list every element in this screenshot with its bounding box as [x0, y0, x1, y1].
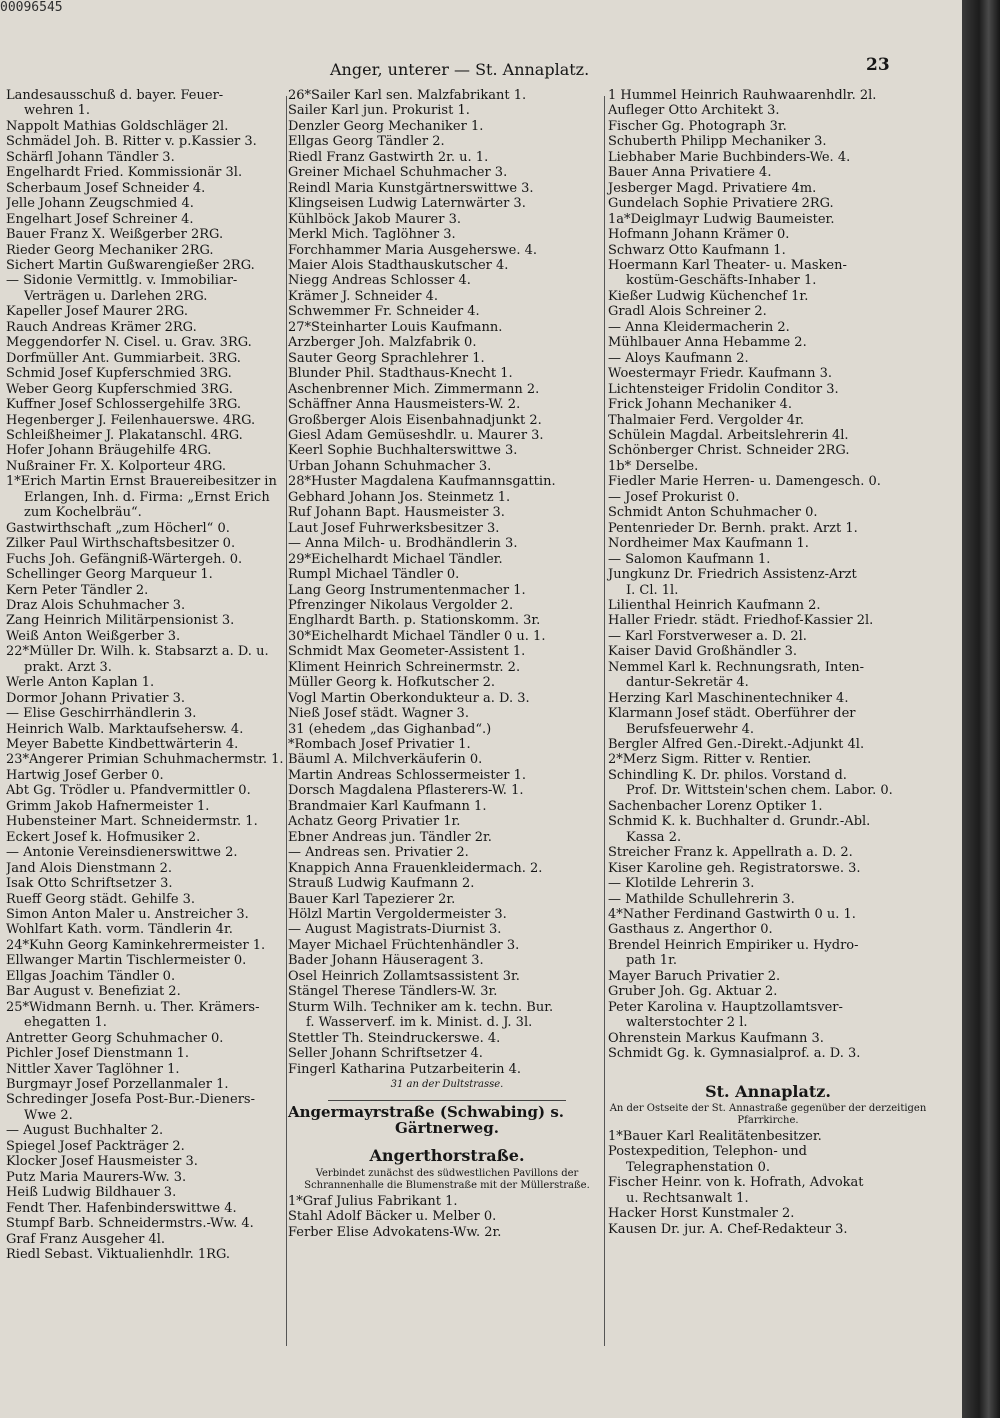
- directory-entry: ehegatten 1.: [24, 1015, 107, 1031]
- directory-entry: Frick Johann Mechaniker 4.: [608, 397, 792, 413]
- directory-entry: Laut Josef Fuhrwerksbesitzer 3.: [288, 520, 500, 536]
- column-right: [608, 88, 928, 1237]
- directory-entry: Gundelach Sophie Privatiere 2RG.: [608, 196, 834, 212]
- directory-entry: Grimm Jakob Hafnermeister 1.: [6, 798, 210, 814]
- directory-entry: 31 (ehedem „das Gighanbad“.): [288, 721, 492, 737]
- directory-entry: Krämer J. Schneider 4.: [288, 288, 439, 304]
- directory-entry: dantur-Sekretär 4.: [626, 675, 749, 691]
- directory-entry: Kiser Karoline geh. Registratorswe. 3.: [608, 860, 861, 876]
- directory-entry: Schmid Josef Kupferschmied 3RG.: [6, 366, 232, 382]
- directory-entry: Gebhard Johann Jos. Steinmetz 1.: [288, 489, 511, 505]
- directory-entry: Knappich Anna Frauenkleidermach. 2.: [288, 860, 543, 876]
- directory-entry: Osel Heinrich Zollamtsassistent 3r.: [288, 968, 520, 984]
- directory-entry: Sachenbacher Lorenz Optiker 1.: [608, 798, 823, 814]
- directory-entry: Fuchs Joh. Gefängniß-Wärtergeh. 0.: [6, 551, 243, 567]
- directory-entry: Bauer Karl Tapezierer 2r.: [288, 891, 456, 907]
- directory-entry: Burgmayr Josef Porzellanmaler 1.: [6, 1077, 229, 1092]
- directory-entry: 29*Eichelhardt Michael Tändler.: [288, 551, 503, 567]
- directory-entry: Erlangen, Inh. d. Firma: „Ernst Erich: [24, 489, 270, 505]
- directory-entry: Achatz Georg Privatier 1r.: [288, 814, 461, 830]
- directory-entry: Mayer Michael Früchtenhändler 3.: [288, 937, 520, 953]
- directory-entry: Hofer Johann Bräugehilfe 4RG.: [6, 443, 212, 459]
- directory-entry: Pfrenzinger Nikolaus Vergolder 2.: [288, 597, 514, 613]
- directory-entry: Werle Anton Kaplan 1.: [6, 675, 155, 691]
- directory-entry: Eckert Josef k. Hofmusiker 2.: [6, 829, 201, 845]
- directory-entry: Reindl Maria Kunstgärtnerswittwe 3.: [288, 180, 534, 196]
- directory-entry: Kühlböck Jakob Maurer 3.: [288, 211, 461, 227]
- directory-entry: Weber Georg Kupferschmied 3RG.: [6, 381, 233, 397]
- directory-entry: Aschenbrenner Mich. Zimmermann 2.: [288, 381, 540, 397]
- directory-entry: — Salomon Kaufmann 1.: [608, 551, 771, 567]
- directory-entry: Pentenrieder Dr. Bernh. prakt. Arzt 1.: [608, 520, 858, 536]
- directory-entry: Gradl Alois Schreiner 2.: [608, 304, 767, 320]
- directory-entry: Ellgas Joachim Tändler 0.: [6, 968, 176, 984]
- directory-entry: Schmidt Anton Schuhmacher 0.: [608, 505, 818, 521]
- directory-entry: 1*Bauer Karl Realitätenbesitzer.: [608, 1129, 822, 1144]
- directory-entry: Kassa 2.: [626, 829, 682, 845]
- directory-entry: I. Cl. 1l.: [626, 582, 679, 598]
- directory-entry: Lichtensteiger Fridolin Conditor 3.: [608, 381, 839, 397]
- directory-entry: Merkl Mich. Taglöhner 3.: [288, 227, 456, 243]
- street-angerthor-note: Verbindet zunächst des südwestlichen Pavillons der Schrannenhalle die Blumenstraße mit der Müllerstraße.: [304, 1167, 590, 1191]
- directory-entry: Riedl Sebast. Viktualienhdlr. 1RG.: [6, 1246, 231, 1262]
- directory-entry: Vogl Martin Oberkondukteur a. D. 3.: [288, 690, 530, 706]
- directory-entry: Nordheimer Max Kaufmann 1.: [608, 536, 809, 552]
- directory-entry: Greiner Michael Schuhmacher 3.: [288, 165, 508, 181]
- directory-entry: Schellinger Georg Marqueur 1.: [6, 567, 213, 583]
- directory-entry: Jesberger Magd. Privatiere 4m.: [608, 180, 817, 196]
- directory-entry: Heiß Ludwig Bildhauer 3.: [6, 1185, 177, 1201]
- directory-entry: Sailer Karl jun. Prokurist 1.: [288, 103, 470, 119]
- directory-entry: Gruber Joh. Gg. Aktuar 2.: [608, 984, 778, 1000]
- directory-entry: — Klotilde Lehrerin 3.: [608, 876, 755, 892]
- directory-entry: Hacker Horst Kunstmaler 2.: [608, 1206, 795, 1222]
- directory-entry: — Antonie Vereinsdienerswittwe 2.: [6, 845, 238, 861]
- directory-entry: Rieder Georg Mechaniker 2RG.: [6, 242, 214, 258]
- directory-entry: Simon Anton Maler u. Anstreicher 3.: [6, 907, 249, 923]
- directory-entry: Schredinger Josefa Post-Bur.-Dieners-: [6, 1092, 255, 1108]
- directory-entry: Prof. Dr. Wittstein'schen chem. Labor. 0.: [626, 783, 893, 799]
- directory-entry: — Karl Forstverweser a. D. 2l.: [608, 628, 807, 644]
- directory-entry: Nemmel Karl k. Rechnungsrath, Inten-: [608, 659, 865, 675]
- directory-entry: Engelhardt Fried. Kommissionär 3l.: [6, 165, 243, 181]
- directory-entry: path 1r.: [626, 953, 677, 969]
- directory-entry: Pichler Josef Dienstmann 1.: [6, 1046, 190, 1062]
- directory-entry: Hoermann Karl Theater- u. Masken-: [608, 257, 847, 273]
- directory-entry: Blunder Phil. Stadthaus-Knecht 1.: [288, 366, 513, 382]
- column-middle: [288, 88, 606, 1240]
- page-number: 23: [866, 55, 890, 75]
- directory-entry: Weiß Anton Weißgerber 3.: [6, 628, 181, 644]
- directory-entry: — August Buchhalter 2.: [6, 1123, 164, 1139]
- directory-entry: Bar August v. Benefiziat 2.: [6, 984, 181, 1000]
- directory-entry: 1 Hummel Heinrich Rauhwaarenhdlr. 2l.: [608, 88, 877, 103]
- directory-entry: Jelle Johann Zeugschmied 4.: [6, 196, 194, 212]
- directory-entry: Ellgas Georg Tändler 2.: [288, 134, 445, 150]
- directory-entry: Heinrich Walb. Marktaufsehersw. 4.: [6, 721, 244, 737]
- directory-entry: Arzberger Joh. Malzfabrik 0.: [288, 335, 477, 351]
- directory-entry: Denzler Georg Mechaniker 1.: [288, 118, 484, 134]
- directory-entry: 1b* Derselbe.: [608, 458, 699, 474]
- directory-entry: Hölzl Martin Vergoldermeister 3.: [288, 907, 507, 923]
- directory-entry: 26*Sailer Karl sen. Malzfabrikant 1.: [288, 88, 527, 103]
- street-angerthor-title: Angerthorstraße.: [369, 1146, 525, 1166]
- directory-entry: Großberger Alois Eisenbahnadjunkt 2.: [288, 412, 542, 428]
- directory-entry: — Andreas sen. Privatier 2.: [288, 845, 469, 861]
- directory-entry: Kießer Ludwig Küchenchef 1r.: [608, 288, 809, 304]
- directory-entry: Haller Friedr. städt. Friedhof-Kassier 2l.: [608, 613, 874, 629]
- book-page-edge: [962, 0, 1000, 1418]
- street-annaplatz-title: St. Annaplatz.: [705, 1081, 831, 1101]
- directory-entry: Bader Johann Häuseragent 3.: [288, 953, 484, 969]
- directory-entry: Schmidt Gg. k. Gymnasialprof. a. D. 3.: [608, 1046, 861, 1062]
- directory-entry: Hubensteiner Mart. Schneidermstr. 1.: [6, 814, 258, 830]
- directory-entry: Stahl Adolf Bäcker u. Melber 0.: [288, 1209, 497, 1225]
- directory-entry: Nittler Xaver Taglöhner 1.: [6, 1061, 180, 1077]
- directory-entry: 30*Eichelhardt Michael Tändler 0 u. 1.: [288, 628, 546, 644]
- directory-entry: Mayer Baruch Privatier 2.: [608, 968, 781, 984]
- directory-entry: Nieß Josef städt. Wagner 3.: [288, 706, 469, 722]
- directory-entry: Schmidt Max Geometer-Assistent 1.: [288, 644, 526, 660]
- directory-entry: Draz Alois Schuhmacher 3.: [6, 597, 186, 613]
- directory-entry: — Mathilde Schullehrerin 3.: [608, 891, 795, 907]
- directory-entry: Telegraphenstation 0.: [626, 1159, 771, 1175]
- directory-entry: Dorfmüller Ant. Gummiarbeit. 3RG.: [6, 350, 241, 366]
- directory-entry: Sauter Georg Sprachlehrer 1.: [288, 350, 485, 366]
- directory-entry: Lang Georg Instrumentenmacher 1.: [288, 582, 526, 598]
- directory-entry: Brandmaier Karl Kaufmann 1.: [288, 798, 487, 814]
- directory-entry: Antretter Georg Schuhmacher 0.: [6, 1030, 224, 1046]
- directory-entry: 22*Müller Dr. Wilh. k. Stabsarzt a. D. u.: [6, 644, 269, 660]
- directory-entry: Seller Johann Schriftsetzer 4.: [288, 1046, 483, 1062]
- directory-entry: Postexpedition, Telephon- und: [608, 1144, 807, 1160]
- directory-entry: Wohlfart Kath. vorm. Tändlerin 4r.: [6, 922, 233, 938]
- directory-entry: Rueff Georg städt. Gehilfe 3.: [6, 891, 196, 907]
- directory-entry: — Elise Geschirrhändlerin 3.: [6, 706, 197, 722]
- directory-entry: Forchhammer Maria Ausgeherswe. 4.: [288, 242, 538, 258]
- directory-entry: Zilker Paul Wirthschaftsbesitzer 0.: [6, 536, 236, 552]
- directory-entry: Zang Heinrich Militärpensionist 3.: [6, 613, 235, 629]
- directory-entry: Schmädel Joh. B. Ritter v. p.Kassier 3.: [6, 134, 257, 150]
- directory-entry: Schwemmer Fr. Schneider 4.: [288, 304, 480, 320]
- directory-entry: Kaiser David Großhändler 3.: [608, 644, 797, 660]
- directory-entry: Woestermayr Friedr. Kaufmann 3.: [608, 366, 833, 382]
- directory-entry: Jand Alois Dienstmann 2.: [6, 860, 173, 876]
- directory-entry: 4*Nather Ferdinand Gastwirth 0 u. 1.: [608, 907, 856, 923]
- directory-entry: prakt. Arzt 3.: [24, 659, 112, 675]
- directory-entry: Bäuml A. Milchverkäuferin 0.: [288, 752, 483, 768]
- directory-entry: Sturm Wilh. Techniker am k. techn. Bur.: [288, 999, 554, 1015]
- directory-entry: Kapeller Josef Maurer 2RG.: [6, 304, 188, 320]
- directory-entry: wehren 1.: [24, 103, 91, 119]
- directory-entry: 1*Erich Martin Ernst Brauereibesitzer in: [6, 474, 277, 490]
- directory-entry: Verträgen u. Darlehen 2RG.: [24, 288, 208, 304]
- directory-entry: Englhardt Barth. p. Stationskomm. 3r.: [288, 613, 541, 629]
- directory-entry: Wwe 2.: [24, 1107, 73, 1123]
- directory-entry: — Sidonie Vermittlg. v. Immobiliar-: [6, 273, 238, 289]
- directory-entry: Schülein Magdal. Arbeitslehrerin 4l.: [608, 427, 849, 443]
- directory-entry: Stängel Therese Tändlers-W. 3r.: [288, 984, 498, 1000]
- directory-entry: Berufsfeuerwehr 4.: [626, 721, 755, 737]
- directory-entry: 23*Angerer Primian Schuhmachermstr. 1.: [6, 752, 284, 768]
- street-angermayr-ref: Gärtnerweg.: [395, 1118, 499, 1137]
- directory-entry: Ellwanger Martin Tischlermeister 0.: [6, 953, 247, 969]
- directory-entry: Gasthaus z. Angerthor 0.: [608, 922, 773, 938]
- directory-entry: Jungkunz Dr. Friedrich Assistenz-Arzt: [608, 567, 857, 583]
- directory-entry: Putz Maria Maurers-Ww. 3.: [6, 1169, 187, 1185]
- street-annaplatz-note: An der Ostseite der St. Annastraße gegenüber der derzeitigen Pfarrkirche.: [609, 1103, 927, 1126]
- directory-entry: — Aloys Kaufmann 2.: [608, 350, 749, 366]
- directory-entry: Stettler Th. Steindruckerswe. 4.: [288, 1030, 501, 1046]
- directory-entry: Hartwig Josef Gerber 0.: [6, 767, 164, 783]
- directory-entry: Schleißheimer J. Plakatanschl. 4RG.: [6, 427, 243, 443]
- directory-entry: Brendel Heinrich Empiriker u. Hydro-: [608, 937, 859, 953]
- directory-entry: Ebner Andreas jun. Tändler 2r.: [288, 829, 492, 845]
- directory-entry: Dorsch Magdalena Pflasterers-W. 1.: [288, 783, 524, 799]
- directory-entry: Klingseisen Ludwig Laternwärter 3.: [288, 196, 526, 212]
- directory-entry: Meyer Babette Kindbettwärterin 4.: [6, 737, 239, 753]
- section-divider: [328, 1100, 566, 1101]
- directory-entry: Maier Alois Stadthauskutscher 4.: [288, 257, 509, 273]
- footnote: 31 an der Dultstrasse.: [390, 1079, 504, 1090]
- directory-entry: Müller Georg k. Hofkutscher 2.: [288, 675, 495, 691]
- directory-entry: Mühlbauer Anna Hebamme 2.: [608, 335, 807, 351]
- directory-entry: *Rombach Josef Privatier 1.: [288, 737, 471, 753]
- directory-entry: Meggendorfer N. Cisel. u. Grav. 3RG.: [6, 335, 252, 351]
- directory-entry: Gastwirthschaft „zum Höcherl“ 0.: [6, 520, 230, 536]
- directory-entry: — Josef Prokurist 0.: [608, 489, 740, 505]
- directory-entry: Stumpf Barb. Schneidermstrs.-Ww. 4.: [6, 1216, 254, 1232]
- directory-entry: Isak Otto Schriftsetzer 3.: [6, 876, 173, 892]
- directory-entry: — Anna Milch- u. Brodhändlerin 3.: [288, 536, 518, 552]
- directory-entry: Ferber Elise Advokatens-Ww. 2r.: [288, 1224, 502, 1240]
- directory-entry: Schäffner Anna Hausmeisters-W. 2.: [288, 397, 521, 413]
- directory-entry: Riedl Franz Gastwirth 2r. u. 1.: [288, 149, 489, 165]
- directory-entry: Sichert Martin Gußwarengießer 2RG.: [6, 257, 255, 273]
- directory-entry: Schindling K. Dr. philos. Vorstand d.: [608, 767, 847, 783]
- directory-entry: 1*Graf Julius Fabrikant 1.: [288, 1193, 458, 1209]
- page-header: Anger, unterer — St. Annaplatz.: [330, 60, 590, 79]
- column-left: [6, 88, 288, 1418]
- directory-entry: Lilienthal Heinrich Kaufmann 2.: [608, 597, 821, 613]
- directory-entry: Ohrenstein Markus Kaufmann 3.: [608, 1030, 824, 1046]
- directory-entry: Urban Johann Schuhmacher 3.: [288, 458, 492, 474]
- directory-entry: Schärfl Johann Tändler 3.: [6, 149, 175, 165]
- directory-entry: Fendt Ther. Hafenbinderswittwe 4.: [6, 1200, 237, 1216]
- directory-entry: Fingerl Katharina Putzarbeiterin 4.: [288, 1061, 522, 1077]
- directory-entry: Engelhart Josef Schreiner 4.: [6, 211, 194, 227]
- directory-entry: Spiegel Josef Packträger 2.: [6, 1138, 185, 1154]
- directory-entry: Graf Franz Ausgeher 4l.: [6, 1231, 166, 1247]
- directory-entry: Landesausschuß d. bayer. Feuer-: [6, 88, 224, 103]
- directory-entry: Hofmann Johann Krämer 0.: [608, 227, 790, 243]
- directory-entry: Schmid K. k. Buchhalter d. Grundr.-Abl.: [608, 814, 871, 830]
- directory-entry: Nappolt Mathias Goldschläger 2l.: [6, 118, 229, 134]
- directory-entry: Kuffner Josef Schlossergehilfe 3RG.: [6, 397, 242, 413]
- directory-entry: 24*Kuhn Georg Kaminkehrermeister 1.: [6, 937, 266, 953]
- directory-entry: Aufleger Otto Architekt 3.: [608, 103, 780, 119]
- directory-entry: Rauch Andreas Krämer 2RG.: [6, 319, 197, 335]
- directory-entry: Thalmaier Ferd. Vergolder 4r.: [608, 412, 804, 428]
- directory-entry: Dormor Johann Privatier 3.: [6, 690, 186, 706]
- directory-entry: Abt Gg. Trödler u. Pfandvermittler 0.: [6, 783, 251, 799]
- directory-entry: Niegg Andreas Schlosser 4.: [288, 273, 471, 289]
- directory-entry: — Anna Kleidermacherin 2.: [608, 319, 790, 335]
- directory-entry: Keerl Sophie Buchhalterswittwe 3.: [288, 443, 518, 459]
- directory-entry: Schwarz Otto Kaufmann 1.: [608, 242, 786, 258]
- directory-entry: Fischer Gg. Photograph 3r.: [608, 118, 787, 134]
- directory-entry: Giesl Adam Gemüseshdlr. u. Maurer 3.: [288, 427, 544, 443]
- directory-entry: Schönberger Christ. Schneider 2RG.: [608, 443, 850, 459]
- directory-entry: — August Magistrats-Diurnist 3.: [288, 922, 502, 938]
- directory-entry: Klocker Josef Hausmeister 3.: [6, 1154, 198, 1170]
- directory-entry: Fiedler Marie Herren- u. Damengesch. 0.: [608, 474, 881, 490]
- scan-id: 00096545: [0, 0, 63, 15]
- directory-entry: Martin Andreas Schlossermeister 1.: [288, 767, 527, 783]
- directory-entry: 2*Merz Sigm. Ritter v. Rentier.: [608, 752, 812, 768]
- directory-entry: Strauß Ludwig Kaufmann 2.: [288, 876, 475, 892]
- directory-entry: Rumpl Michael Tändler 0.: [288, 567, 460, 583]
- directory-entry: 27*Steinharter Louis Kaufmann.: [288, 319, 503, 335]
- directory-entry: Kausen Dr. jur. A. Chef-Redakteur 3.: [608, 1221, 848, 1237]
- street-angermayr: Angermayrstraße (Schwabing) s.: [288, 1103, 565, 1122]
- directory-entry: Fischer Heinr. von k. Hofrath, Advokat: [608, 1175, 864, 1191]
- directory-entry: u. Rechtsanwalt 1.: [626, 1190, 749, 1206]
- directory-entry: kostüm-Geschäfts-Inhaber 1.: [626, 273, 817, 289]
- directory-entry: Hegenberger J. Feilenhauerswe. 4RG.: [6, 412, 256, 428]
- directory-entry: Kern Peter Tändler 2.: [6, 582, 149, 598]
- directory-entry: walterstochter 2 l.: [626, 1015, 748, 1031]
- directory-entry: Schuberth Philipp Mechaniker 3.: [608, 134, 827, 150]
- directory-entry: 28*Huster Magdalena Kaufmannsgattin.: [288, 474, 556, 490]
- directory-entry: Nußrainer Fr. X. Kolporteur 4RG.: [6, 458, 227, 474]
- directory-entry: Klarmann Josef städt. Oberführer der: [608, 706, 856, 722]
- directory-entry: Kliment Heinrich Schreinermstr. 2.: [288, 659, 521, 675]
- directory-entry: zum Kochelbräu“.: [24, 505, 142, 521]
- directory-entry: 25*Widmann Bernh. u. Ther. Krämers-: [6, 999, 260, 1015]
- directory-entry: Ruf Johann Bapt. Hausmeister 3.: [288, 505, 505, 521]
- directory-entry: Streicher Franz k. Appellrath a. D. 2.: [608, 845, 853, 861]
- directory-entry: Scherbaum Josef Schneider 4.: [6, 180, 206, 196]
- directory-entry: Liebhaber Marie Buchbinders-We. 4.: [608, 149, 851, 165]
- directory-entry: f. Wasserverf. im k. Minist. d. J. 3l.: [306, 1015, 533, 1031]
- directory-entry: Bauer Franz X. Weißgerber 2RG.: [6, 227, 224, 243]
- directory-entry: Herzing Karl Maschinentechniker 4.: [608, 690, 849, 706]
- directory-entry: 1a*Deiglmayr Ludwig Baumeister.: [608, 211, 835, 227]
- directory-entry: Bergler Alfred Gen.-Direkt.-Adjunkt 4l.: [608, 737, 865, 753]
- directory-entry: Bauer Anna Privatiere 4.: [608, 165, 772, 181]
- directory-entry: Peter Karolina v. Hauptzollamtsver-: [608, 999, 843, 1015]
